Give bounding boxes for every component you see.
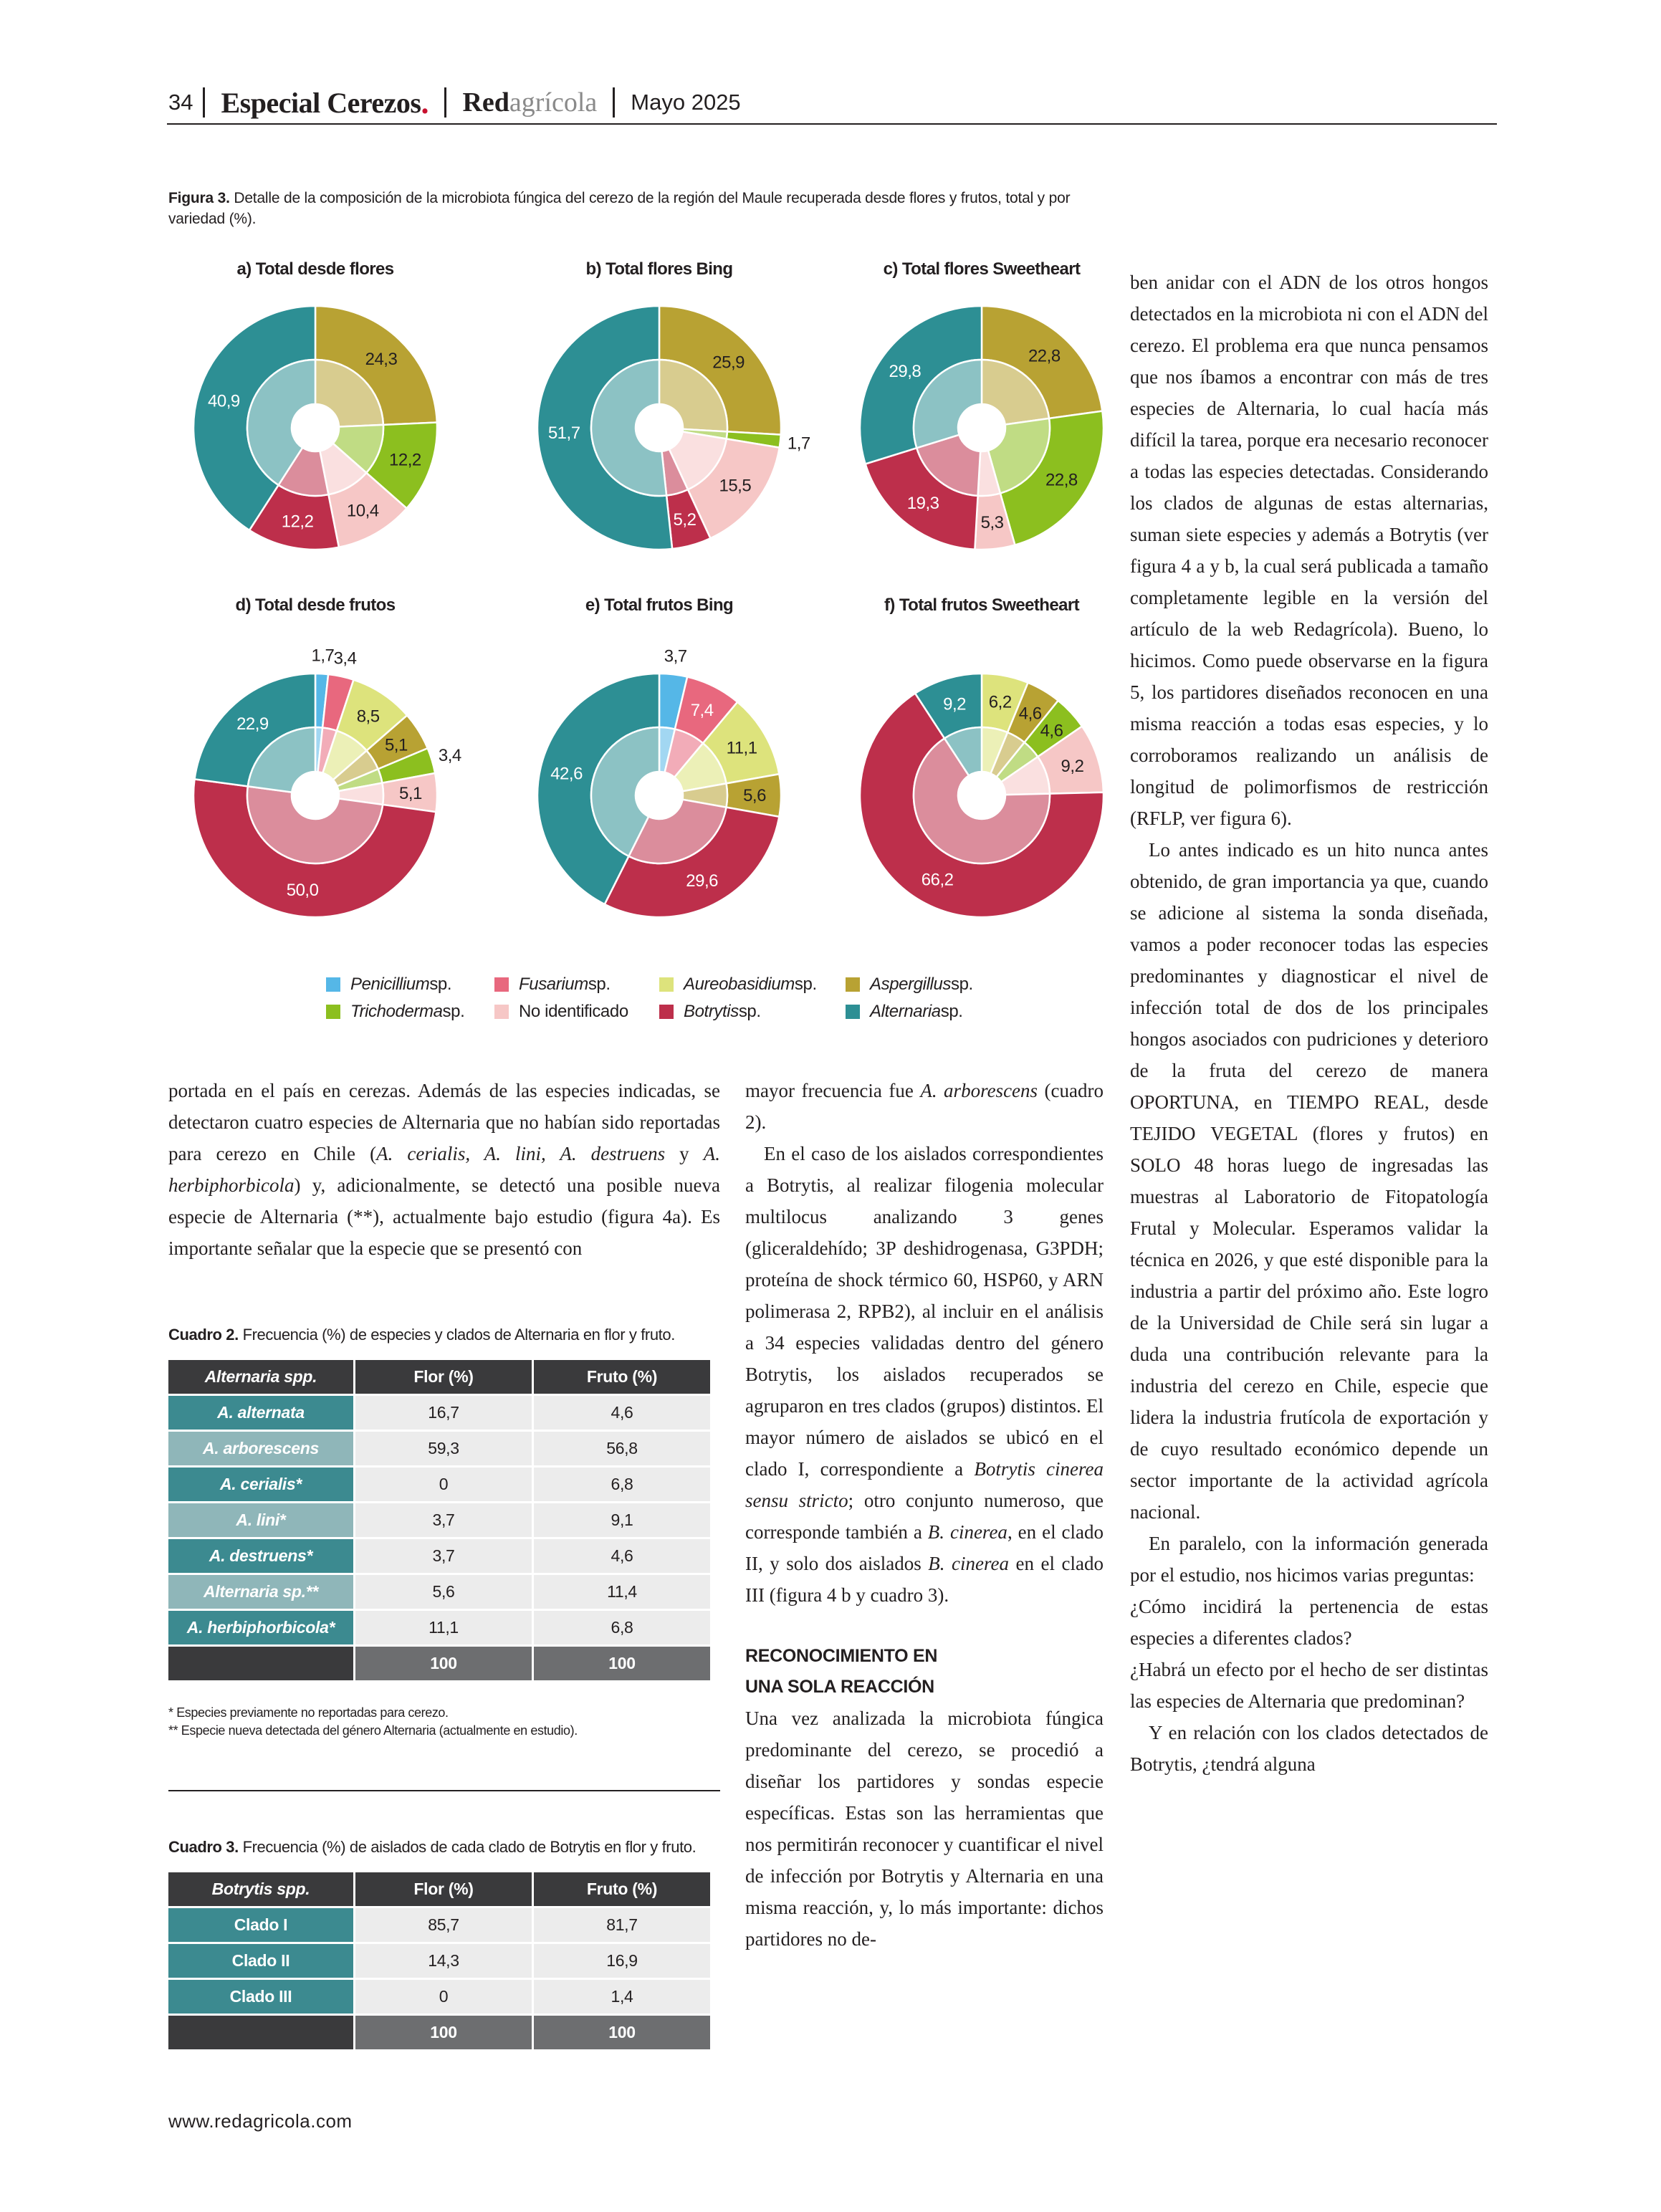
table-cell: Clado I xyxy=(168,1908,353,1944)
pie-data-label: 22,9 xyxy=(236,714,269,734)
legend-swatch xyxy=(659,1005,674,1019)
table-cell: 16,7 xyxy=(353,1396,532,1432)
legend-item xyxy=(326,1002,494,1022)
paragraph: Y en relación con los clados detectados de Botrytis, ¿tendrá alguna xyxy=(1130,1722,1488,1775)
legend-swatch xyxy=(494,977,509,992)
table-cell: 0 xyxy=(353,1468,532,1503)
table-header-row xyxy=(168,1360,710,1396)
paragraph: En paralelo, con la información generada por el estudio, nos hicimos varias preguntas: xyxy=(1130,1533,1488,1586)
table-cell: 11,1 xyxy=(353,1611,532,1647)
brand-red: Red xyxy=(462,87,509,118)
pie-data-label: 3,7 xyxy=(664,646,687,666)
legend-swatch xyxy=(846,977,860,992)
text-run: ) y, adicionalmente, se detectó una posible nueva especie de Alternaria (**), actualmente bajo estudio (figura 4a). Es importante señalar que la especie que se presentó con xyxy=(168,1174,720,1259)
table-header-cell: Flor (%) xyxy=(353,1872,532,1908)
table3 xyxy=(168,1872,710,2051)
pie-data-label: 22,8 xyxy=(1028,346,1061,366)
table2-notes xyxy=(168,1704,578,1740)
paragraph xyxy=(168,1075,720,1264)
legend-item xyxy=(846,1002,989,1022)
table-cell: 3,7 xyxy=(353,1539,532,1575)
text-run: En el caso de los aislados correspondientes a Botrytis, al realizar filogenia molecular multilocus analizando 3 genes (gliceraldehído; 3P deshidrogenasa, G3PDH; proteína de shock térmico 60, HSP60, y ARN polimerasa 2, RPB2), al incluir en el análisis a 34 especies validadas dentro del género Botrytis, los aislados recuperados se agruparon en tres clados (grupos) distintos. El mayor número de aislados se ubicó en el clado I, correspondiente a xyxy=(745,1143,1104,1480)
text-run-italic: B. cinerea xyxy=(928,1553,1010,1574)
section-dot: . xyxy=(421,85,429,120)
legend-suffix: sp. xyxy=(429,975,452,994)
table-cell xyxy=(168,2016,353,2051)
pie-data-label: 9,2 xyxy=(943,694,967,714)
subheading-line: UNA SOLA REACCIÓN xyxy=(745,1677,934,1697)
text-run: en el clado III (figura 4 b y cuadro 3). xyxy=(745,1553,1104,1606)
text-run: ; otro conjunto numeroso, que corresponde también a xyxy=(745,1490,1104,1543)
pie-data-label: 15,5 xyxy=(719,476,752,496)
pie-data-label: 12,2 xyxy=(389,450,421,470)
table-row xyxy=(168,1503,710,1539)
legend-label: No identificado xyxy=(519,1002,628,1021)
pie-data-label: 29,8 xyxy=(889,362,922,382)
legend-label: Fusarium xyxy=(519,975,588,994)
table-cell: 3,7 xyxy=(353,1503,532,1539)
table-row xyxy=(168,1396,710,1432)
legend-swatch xyxy=(494,1005,509,1019)
pie-chart xyxy=(537,595,781,917)
legend-label: Penicillium xyxy=(350,975,430,994)
section-title: Especial Cerezos xyxy=(221,86,421,119)
legend-label: Aureobasidium xyxy=(684,975,795,994)
table-cell xyxy=(168,1647,353,1682)
pie-data-label: 3,4 xyxy=(438,745,461,765)
subheading xyxy=(745,1641,1104,1703)
table-row xyxy=(168,1944,710,1980)
table2-note: ** Especie nueva detectada del género Alternaria (actualmente en estudio). xyxy=(168,1723,578,1738)
table2 xyxy=(168,1360,710,1682)
table-cell: Clado II xyxy=(168,1944,353,1980)
pie-data-label: 19,3 xyxy=(906,493,939,513)
pie-chart xyxy=(537,259,810,550)
paragraph: ¿Cómo incidirá la pertenencia de estas especies a diferentes clados? xyxy=(1130,1596,1488,1649)
table-row xyxy=(168,1980,710,2016)
pie-title: f) Total frutos Sweetheart xyxy=(884,595,1079,615)
legend-row xyxy=(326,998,1100,1025)
table-cell: A. cerialis* xyxy=(168,1468,353,1503)
table3-caption xyxy=(168,1838,696,1857)
table-cell: A. lini* xyxy=(168,1503,353,1539)
subheading-line: RECONOCIMIENTO EN xyxy=(745,1646,938,1666)
legend-item xyxy=(659,975,846,995)
pie-data-label: 8,5 xyxy=(356,707,380,727)
table-cell: Clado III xyxy=(168,1980,353,2016)
legend-row xyxy=(326,971,1100,998)
pie-data-label: 5,2 xyxy=(673,510,697,530)
middle-column-text xyxy=(745,1075,1104,1955)
paragraph: ¿Habrá un efecto por el hecho de ser distintas las especies de Alternaria que predominan? xyxy=(1130,1659,1488,1712)
legend-swatch xyxy=(326,977,340,992)
table-total-row xyxy=(168,2016,710,2051)
legend-suffix: sp. xyxy=(940,1002,963,1021)
legend-suffix: sp. xyxy=(951,975,973,994)
pie-data-label: 3,4 xyxy=(333,648,357,669)
table-cell: A. destruens* xyxy=(168,1539,353,1575)
table-row xyxy=(168,1468,710,1503)
table-cell: 81,7 xyxy=(532,1908,710,1944)
table2-note: * Especies previamente no reportadas para cerezo. xyxy=(168,1705,449,1720)
table-row xyxy=(168,1611,710,1647)
table2-caption-text: Frecuencia (%) de especies y clados de Alternaria en flor y fruto. xyxy=(242,1326,675,1344)
table-row xyxy=(168,1575,710,1611)
pie-data-label: 4,6 xyxy=(1018,704,1042,724)
pie-chart xyxy=(193,595,461,917)
table-cell: 1,4 xyxy=(532,1980,710,2016)
pie-chart xyxy=(860,259,1104,550)
table-cell: A. herbiphorbicola* xyxy=(168,1611,353,1647)
table2-caption xyxy=(168,1326,675,1344)
table-cell: 11,4 xyxy=(532,1575,710,1611)
pie-chart xyxy=(193,259,437,550)
paragraph: ben anidar con el ADN de los otros hongos detectados en la microbiota ni con el ADN del cerezo. El problema era que nunca pensamos que nos íbamos a encontrar con más de tres especies de Alternaria, lo cual hacía más difícil la tarea, porque era necesario reconocer a todas las especies detectadas. Considerando los clados de algunas de estas alternarias, suman siete especies y además a Botrytis (ver figura 4 a y b, la cual será publicada a tamaño completamente legible en la versión del artículo de la web Redagrícola). Bueno, lo hicimos. Como puede observarse en la figura 5, los partidores diseñados reconocen en una misma reacción a todas esas especies, y lo corroboramos realizando un análisis de longitud de polimorfismos de restricción (RFLP, ver figura 6). xyxy=(1130,272,1488,829)
table-cell: 100 xyxy=(353,2016,532,2051)
text-run: mayor frecuencia fue xyxy=(745,1080,921,1101)
legend-label: Alternaria xyxy=(870,1002,941,1021)
table-header-row xyxy=(168,1872,710,1908)
table-row xyxy=(168,1432,710,1468)
figure-caption-text: Detalle de la composición de la microbiota fúngica del cerezo de la región del Maule recuperada desde flores y frutos, total y por variedad (%). xyxy=(168,190,1071,227)
right-column-text xyxy=(1130,267,1488,1780)
table-header-cell: Fruto (%) xyxy=(532,1872,710,1908)
pie-data-label: 24,3 xyxy=(365,349,398,369)
table-cell: 100 xyxy=(532,1647,710,1682)
figure-legend xyxy=(326,971,1100,1025)
table2-label: Cuadro 2. xyxy=(168,1326,239,1344)
legend-swatch xyxy=(846,1005,860,1019)
table-row xyxy=(168,1908,710,1944)
table-cell: 14,3 xyxy=(353,1944,532,1980)
text-run: portada en el país en cerezas. Además de las especies indicadas, se detectaron cuatro especies de Alternaria que no habían sido reportadas para cerezo en Chile ( xyxy=(168,1080,720,1164)
text-run: y xyxy=(665,1143,704,1164)
legend-swatch xyxy=(659,977,674,992)
pie-data-label: 50,0 xyxy=(286,880,319,900)
legend-label: Aspergillus xyxy=(870,975,951,994)
figure-label: Figura 3. xyxy=(168,190,230,206)
left-column-text xyxy=(168,1075,720,1264)
legend-item xyxy=(494,1002,659,1022)
table-row xyxy=(168,1539,710,1575)
pie-data-label: 40,9 xyxy=(208,391,240,411)
table-header-cell: Alternaria spp. xyxy=(168,1360,353,1396)
paragraph xyxy=(745,1138,1104,1611)
table-cell: 56,8 xyxy=(532,1432,710,1468)
text-run: , en el clado II, y solo dos aislados xyxy=(745,1521,1104,1574)
pie-data-label: 4,6 xyxy=(1040,721,1063,741)
section-divider xyxy=(168,1790,720,1791)
table-header-cell: Botrytis spp. xyxy=(168,1872,353,1908)
table-cell: 0 xyxy=(353,1980,532,2016)
paragraph: Una vez analizada la microbiota fúngica predominante del cerezo, se procedió a diseñar los partidores y sondas especie específicas. Estas son las herramientas que nos permitirán reconocer y cuantificar el nivel de infección por Botrytis y Alternaria en una misma reacción, y, lo más importante: dichos partidores no de- xyxy=(745,1708,1104,1950)
table-cell: A. arborescens xyxy=(168,1432,353,1468)
pie-data-label: 9,2 xyxy=(1061,756,1084,776)
table-cell: A. alternata xyxy=(168,1396,353,1432)
table3-label: Cuadro 3. xyxy=(168,1838,239,1856)
table-header-cell: Flor (%) xyxy=(353,1360,532,1396)
table-cell: 4,6 xyxy=(532,1539,710,1575)
table-cell: 16,9 xyxy=(532,1944,710,1980)
pie-title: b) Total flores Bing xyxy=(585,259,733,279)
table3-caption-text: Frecuencia (%) de aislados de cada clado de Botrytis en flor y fruto. xyxy=(242,1838,697,1856)
table-cell: 9,1 xyxy=(532,1503,710,1539)
pie-title: a) Total desde flores xyxy=(236,259,394,279)
pie-data-label: 5,1 xyxy=(384,735,408,755)
pie-data-label: 5,6 xyxy=(743,786,766,805)
paragraph xyxy=(745,1075,1104,1138)
table-header-cell: Fruto (%) xyxy=(532,1360,710,1396)
legend-suffix: sp. xyxy=(738,1002,761,1021)
table-cell: 6,8 xyxy=(532,1468,710,1503)
table-total-row xyxy=(168,1647,710,1682)
page-number: 34 xyxy=(168,90,193,115)
issue-date: Mayo 2025 xyxy=(631,90,741,115)
pie-data-label: 11,1 xyxy=(726,738,757,758)
table-cell: 100 xyxy=(353,1647,532,1682)
text-run-italic: A. cerialis, A. lini, A. destruens xyxy=(376,1143,666,1164)
pie-data-label: 1,7 xyxy=(787,434,810,454)
pie-title: c) Total flores Sweetheart xyxy=(883,259,1081,279)
pie-data-label: 66,2 xyxy=(921,870,954,890)
pie-data-label: 51,7 xyxy=(547,423,580,444)
legend-label: Botrytis xyxy=(684,1002,739,1021)
text-run-italic: A. arborescens xyxy=(920,1080,1038,1101)
legend-item xyxy=(846,975,989,995)
pie-chart xyxy=(860,595,1104,917)
pie-data-label: 5,1 xyxy=(399,783,422,803)
legend-suffix: sp. xyxy=(794,975,817,994)
table-cell: Alternaria sp.** xyxy=(168,1575,353,1611)
pie-data-label: 5,3 xyxy=(980,513,1004,533)
legend-item xyxy=(494,975,659,995)
brand-agricola: agrícola xyxy=(509,87,598,118)
legend-item xyxy=(326,975,494,995)
pie-data-label: 29,6 xyxy=(686,871,718,891)
text-run: (cuadro 2). xyxy=(745,1080,1104,1133)
text-run-italic: A. herbiphorbicola xyxy=(168,1143,720,1196)
legend-suffix: sp. xyxy=(442,1002,465,1021)
table-cell: 59,3 xyxy=(353,1432,532,1468)
pie-data-label: 10,4 xyxy=(346,501,379,521)
table-cell: 4,6 xyxy=(532,1396,710,1432)
legend-swatch xyxy=(326,1005,340,1019)
pie-title: d) Total desde frutos xyxy=(235,595,396,615)
table-cell: 5,6 xyxy=(353,1575,532,1611)
pie-data-label: 6,2 xyxy=(988,692,1012,712)
pie-data-label: 42,6 xyxy=(550,764,583,784)
pie-data-label: 25,9 xyxy=(712,353,745,373)
legend-item xyxy=(659,1002,846,1022)
table-cell: 85,7 xyxy=(353,1908,532,1944)
pie-data-label: 12,2 xyxy=(281,512,314,532)
legend-suffix: sp. xyxy=(588,975,611,994)
pie-data-label: 22,8 xyxy=(1045,470,1078,490)
paragraph: Lo antes indicado es un hito nunca antes obtenido, de gran importancia ya que, cuando se adicione al sistema la sonda diseñada, vamos a poder reconocer todas las especies predominantes y diagnosticar el nivel de infección total de dos de los principales hongos asociados con pudriciones y deterioro de la fruta del cerezo de manera OPORTUNA, en TIEMPO REAL, desde TEJIDO VEGETAL (flores y frutos) en SOLO 48 horas luego de ingresadas las muestras al Laboratorio de Fitopatología Frutal y Molecular. Esperamos validar la técnica en 2026, y que esté disponible para la industria a partir del próximo año. Este logro de la Universidad de Chile será sin lugar a duda una contribución relevante para la industria del cerezo en Chile, especie que lidera la industria frutícola de exportación y de cuyo resultado económico depende un sector importante de la actividad agrícola nacional. xyxy=(1130,839,1488,1523)
pie-data-label: 1,7 xyxy=(311,646,335,666)
text-run-italic: Botrytis cinerea sensu stricto xyxy=(745,1458,1104,1511)
footer-url: www.redagricola.com xyxy=(168,2110,353,2132)
table-cell: 6,8 xyxy=(532,1611,710,1647)
pie-data-label: 7,4 xyxy=(690,701,714,721)
table-cell: 100 xyxy=(532,2016,710,2051)
text-run-italic: B. cinerea xyxy=(927,1521,1007,1543)
pie-title: e) Total frutos Bing xyxy=(585,595,734,615)
legend-label: Trichoderma xyxy=(350,1002,443,1021)
